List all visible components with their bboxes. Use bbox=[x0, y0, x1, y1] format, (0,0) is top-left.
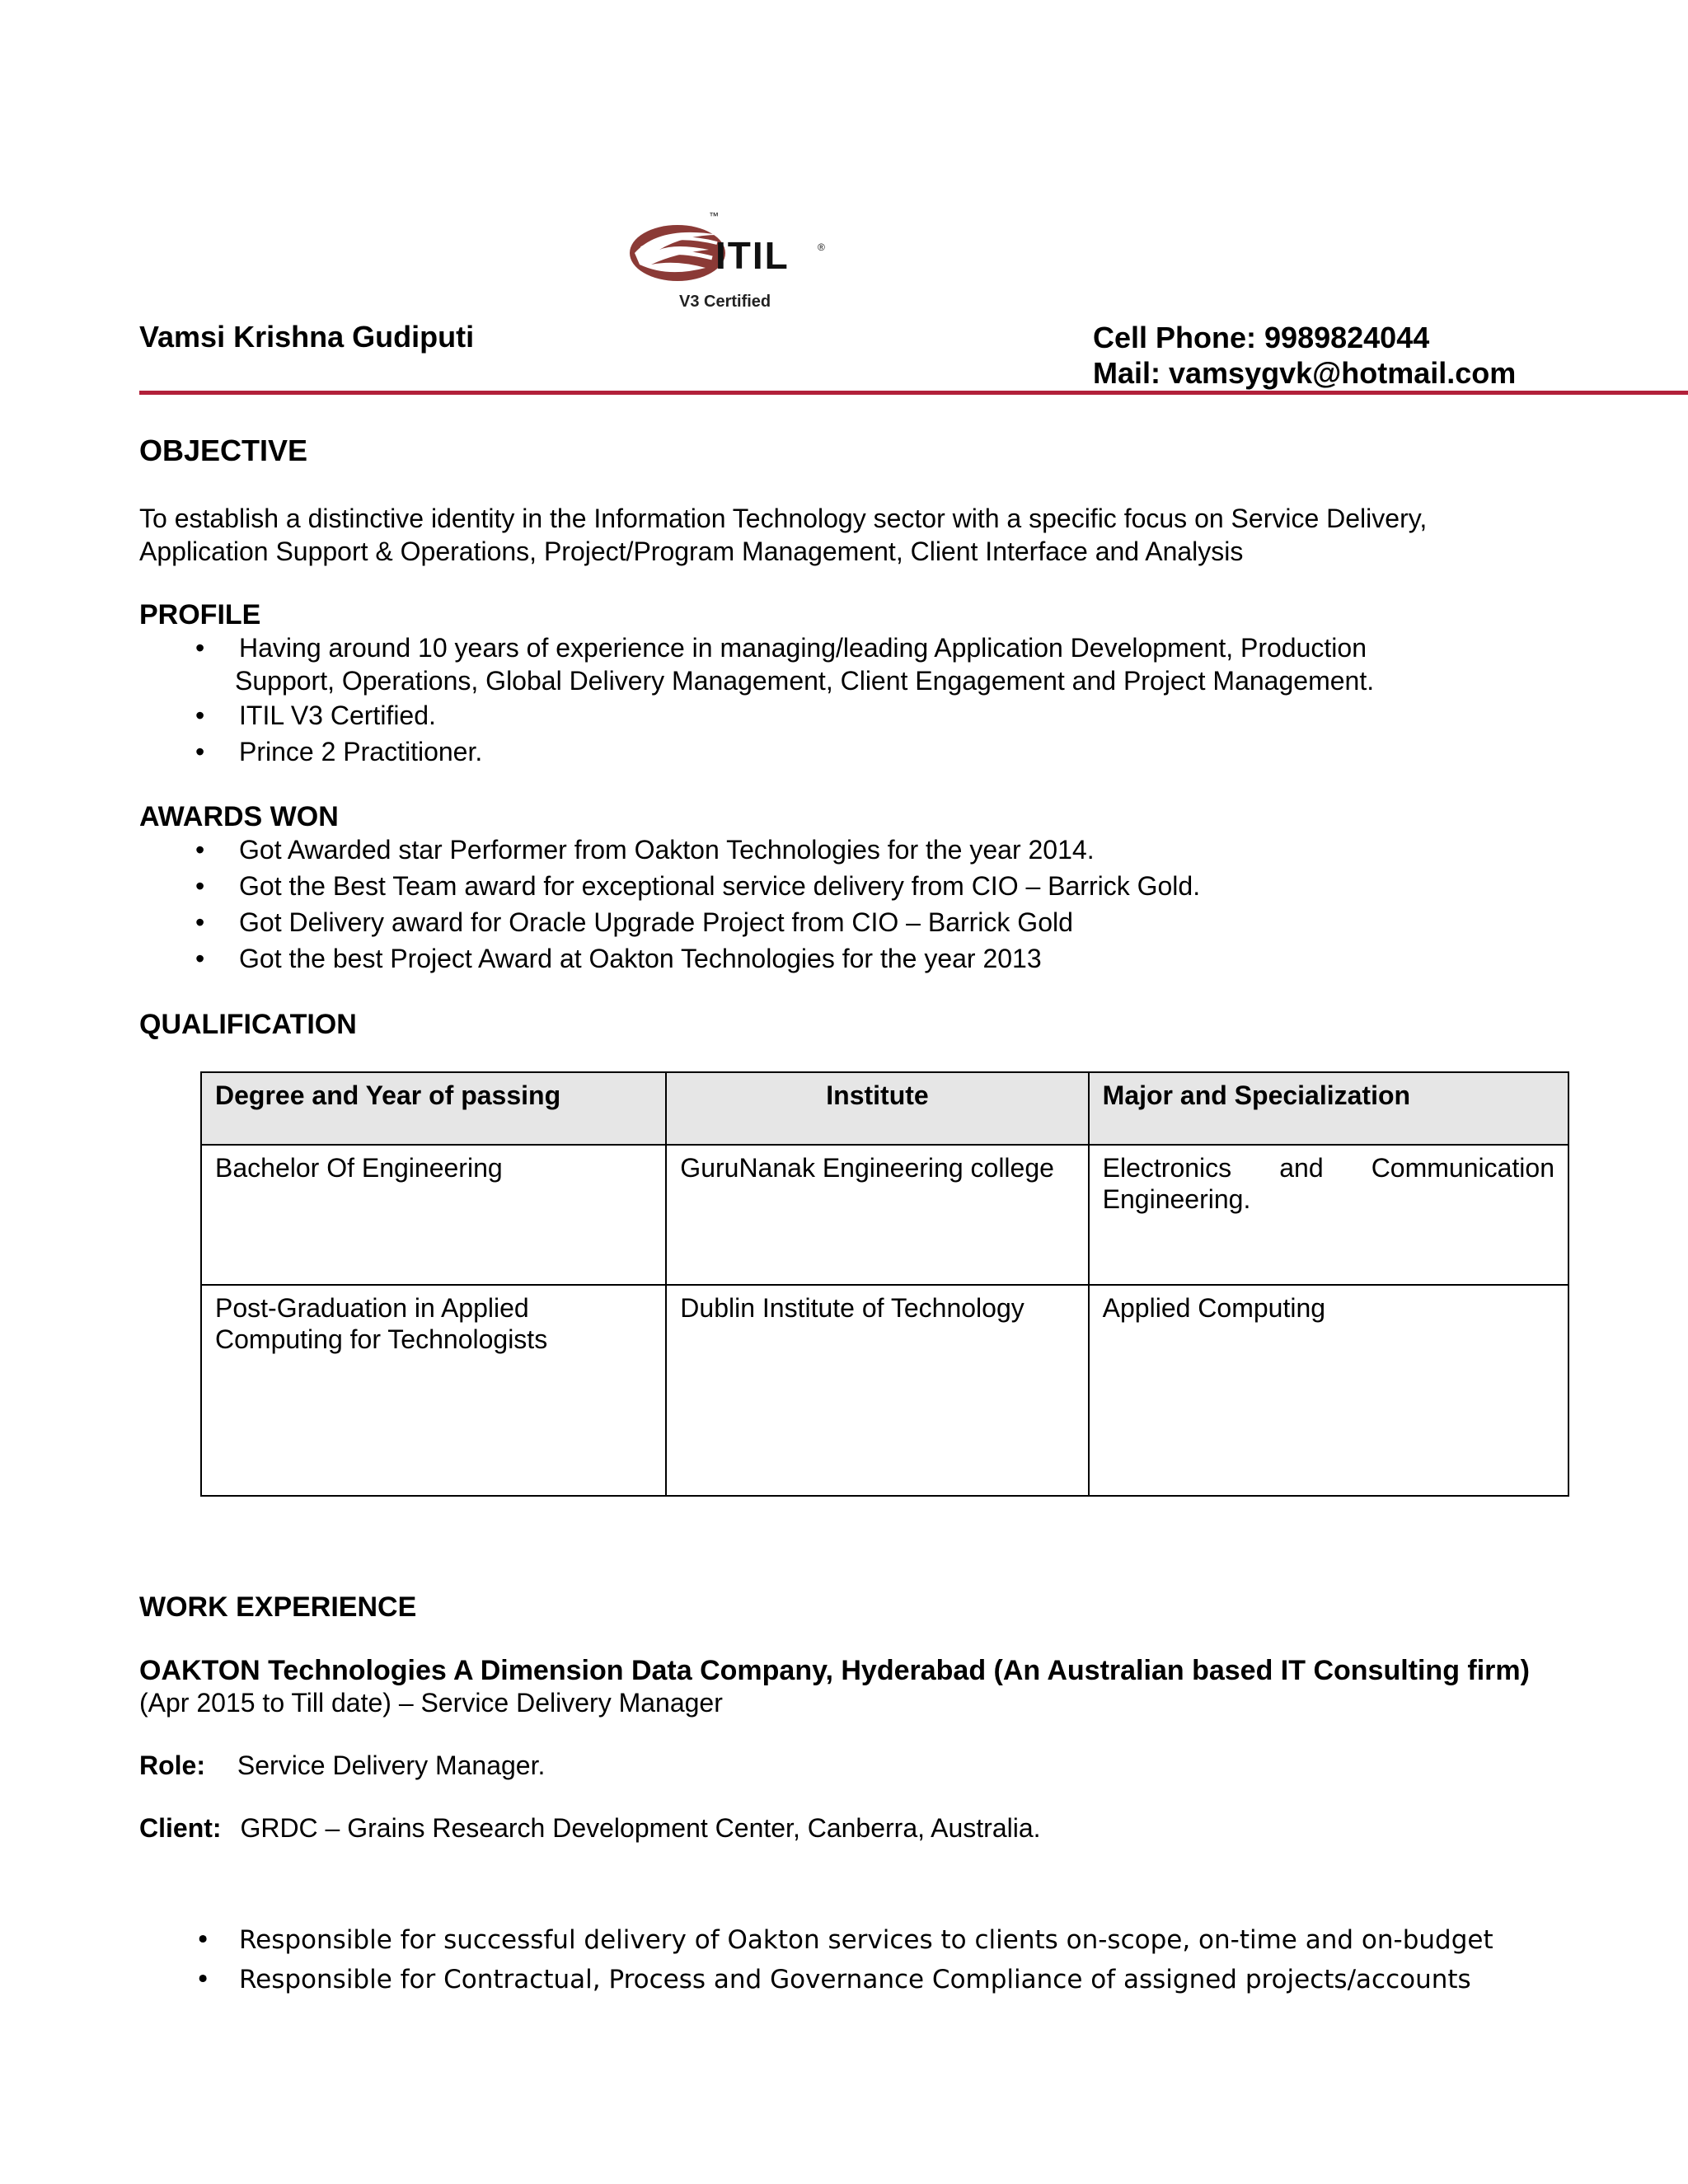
contact-block bbox=[1093, 320, 1516, 391]
table-header-row bbox=[201, 1072, 1568, 1145]
table-cell: Dublin Institute of Technology bbox=[666, 1285, 1088, 1496]
role-line bbox=[139, 1749, 545, 1782]
qualification-table bbox=[200, 1071, 1569, 1497]
role-label: Role: bbox=[139, 1750, 205, 1780]
itil-tm-mark: ™ bbox=[709, 210, 719, 222]
candidate-name: Vamsi Krishna Gudiputi bbox=[139, 320, 475, 354]
list-item: • Prince 2 Practitioner. bbox=[195, 737, 483, 766]
list-item: • Responsible for Contractual, Process and Governance Compliance of assigned projects/accounts bbox=[195, 1965, 1471, 1994]
email-address: Mail: vamsygvk@hotmail.com bbox=[1093, 356, 1517, 390]
itil-logo bbox=[626, 210, 857, 317]
profile-list bbox=[139, 631, 1672, 768]
column-header-degree: Degree and Year of passing bbox=[201, 1072, 666, 1145]
list-item: • Got Delivery award for Oracle Upgrade Project from CIO – Barrick Gold bbox=[195, 907, 1073, 937]
table-cell: GuruNanak Engineering college bbox=[666, 1145, 1088, 1285]
table-cell: Bachelor Of Engineering bbox=[201, 1145, 666, 1285]
list-item: • ITIL V3 Certified. bbox=[195, 701, 436, 730]
itil-registered-mark: ® bbox=[818, 241, 825, 253]
client-label: Client: bbox=[139, 1813, 222, 1843]
client-line bbox=[139, 1811, 1041, 1844]
column-header-major: Major and Specialization bbox=[1089, 1072, 1568, 1145]
list-item-continuation: Support, Operations, Global Delivery Management, Client Engagement and Project Management. bbox=[235, 666, 1375, 696]
work-experience-heading: WORK EXPERIENCE bbox=[139, 1591, 417, 1623]
header-divider bbox=[139, 391, 1688, 395]
company-title: OAKTON Technologies A Dimension Data Company, Hyderabad (An Australian based IT Consulting firm) bbox=[139, 1655, 1530, 1686]
list-item: • Got Awarded star Performer from Oakton Technologies for the year 2014. bbox=[195, 835, 1095, 865]
itil-caption: V3 Certified bbox=[679, 293, 771, 311]
phone-number: Cell Phone: 9989824044 bbox=[1093, 321, 1430, 354]
work-period: (Apr 2015 to Till date) – Service Delivery Manager bbox=[139, 1688, 723, 1718]
objective-text bbox=[139, 502, 1656, 568]
list-item: • Responsible for successful delivery of Oakton services to clients on-scope, on-time and on-budget bbox=[195, 1925, 1493, 1955]
client-value: GRDC – Grains Research Development Center, Canberra, Australia. bbox=[240, 1813, 1041, 1843]
itil-logo-text: ITIL bbox=[715, 234, 790, 277]
profile-heading: PROFILE bbox=[139, 599, 261, 630]
table-cell: Post-Graduation in Applied Computing for Technologists bbox=[201, 1285, 666, 1496]
awards-list bbox=[139, 833, 1672, 978]
awards-heading: AWARDS WON bbox=[139, 801, 339, 832]
role-value: Service Delivery Manager. bbox=[237, 1750, 546, 1780]
column-header-institute: Institute bbox=[666, 1072, 1088, 1145]
table-cell: Applied Computing bbox=[1089, 1285, 1568, 1496]
objective-line-2: Application Support & Operations, Project/Program Management, Client Interface and Analysis bbox=[139, 537, 1244, 566]
responsibility-list bbox=[139, 1920, 1672, 1999]
table-cell: Electronics and Communication Engineering. bbox=[1089, 1145, 1568, 1285]
list-item: • Got the best Project Award at Oakton Technologies for the year 2013 bbox=[195, 944, 1042, 973]
qualification-heading: QUALIFICATION bbox=[139, 1009, 357, 1040]
objective-heading: OBJECTIVE bbox=[139, 434, 308, 467]
table-row bbox=[201, 1145, 1568, 1285]
list-item: • Having around 10 years of experience in managing/leading Application Development, Production bbox=[195, 633, 1367, 663]
objective-line-1: To establish a distinctive identity in the Information Technology sector with a specific focus on Service Delivery, bbox=[139, 504, 1428, 533]
list-item: • Got the Best Team award for exceptional service delivery from CIO – Barrick Gold. bbox=[195, 871, 1201, 901]
table-row bbox=[201, 1285, 1568, 1496]
